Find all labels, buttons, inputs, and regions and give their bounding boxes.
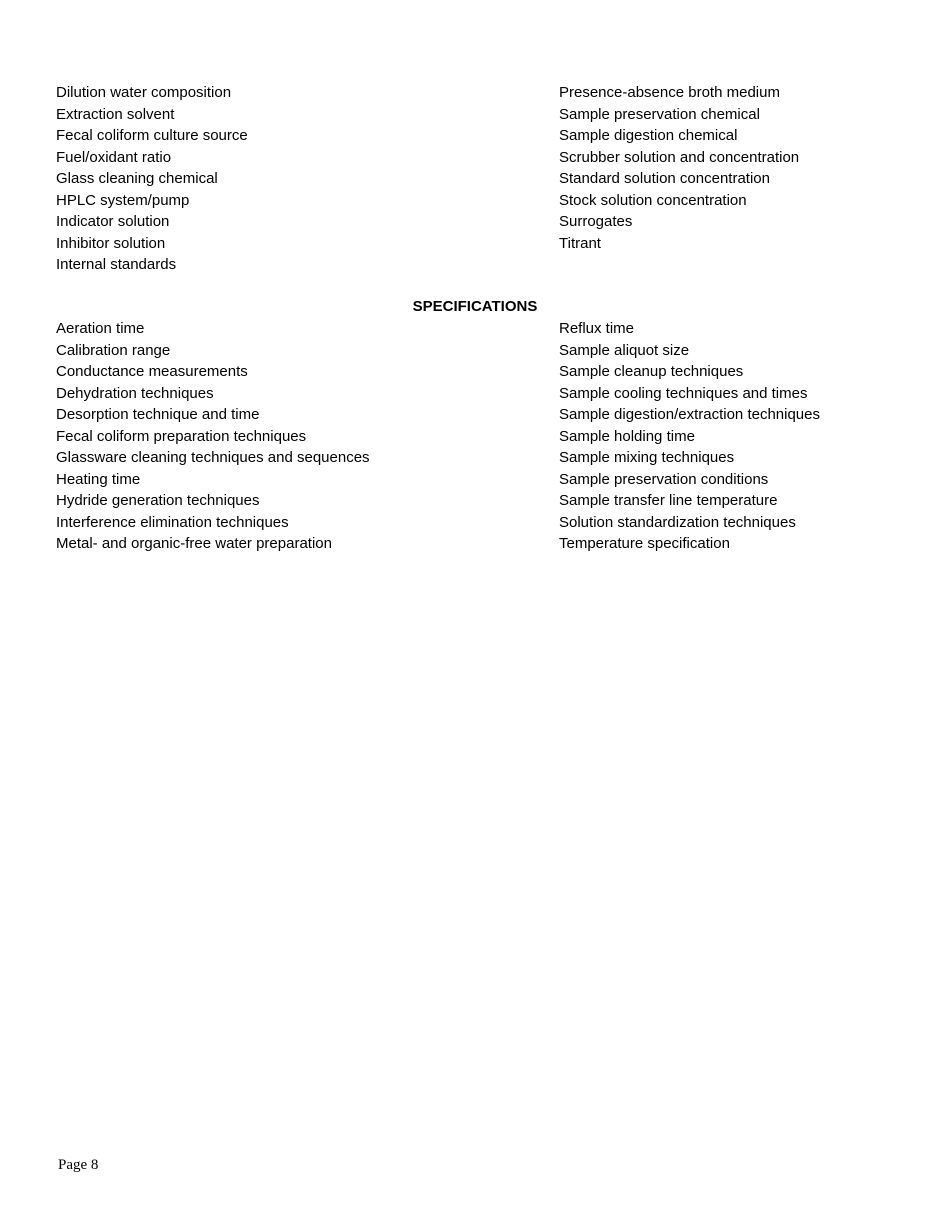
- list-item: Interference elimination techniques: [56, 513, 289, 531]
- list-item: Sample aliquot size: [559, 341, 690, 359]
- section-heading-specifications: SPECIFICATIONS: [412, 298, 538, 315]
- list-item: Sample preservation conditions: [559, 470, 769, 488]
- list-item: Sample cooling techniques and times: [559, 384, 808, 402]
- page-number: Page 8: [58, 1157, 99, 1173]
- list-item: Titrant: [559, 234, 601, 252]
- list-item: Sample holding time: [559, 427, 695, 445]
- list-item: Stock solution concentration: [559, 191, 747, 209]
- list-item: Dilution water composition: [56, 84, 232, 101]
- list-item: Calibration range: [56, 341, 171, 359]
- list-item: Solution standardization techniques: [559, 513, 796, 531]
- list-item: Sample digestion chemical: [559, 127, 738, 144]
- list-item: Reflux time: [559, 320, 635, 337]
- list-item: Fecal coliform culture source: [56, 127, 248, 144]
- specifications-right-column: [559, 318, 820, 555]
- list-item: Conductance measurements: [56, 363, 248, 380]
- list-item: Temperature specification: [559, 535, 730, 552]
- list-item: Surrogates: [559, 213, 633, 230]
- list-item: Aeration time: [56, 320, 145, 337]
- list-item: Internal standards: [56, 256, 177, 273]
- list-item: Dehydration techniques: [56, 384, 214, 402]
- specifications-left-column: [56, 318, 370, 555]
- list-item: Indicator solution: [56, 213, 170, 230]
- list-item: Fecal coliform preparation techniques: [56, 427, 307, 445]
- list-item: Glassware cleaning techniques and sequences: [56, 449, 370, 466]
- reagents-left-column: [56, 82, 248, 276]
- list-item: Fuel/oxidant ratio: [56, 148, 172, 166]
- list-item: Scrubber solution and concentration: [559, 148, 800, 166]
- list-item: Metal- and organic-free water preparation: [56, 535, 332, 552]
- list-item: Presence-absence broth medium: [559, 84, 780, 101]
- list-item: HPLC system/pump: [56, 191, 190, 209]
- list-item: Sample digestion/extraction techniques: [559, 406, 820, 423]
- list-item: Extraction solvent: [56, 105, 175, 123]
- reagents-right-column: [559, 82, 799, 254]
- list-item: Glass cleaning chemical: [56, 170, 218, 187]
- list-item: Sample preservation chemical: [559, 105, 760, 123]
- list-item: Sample mixing techniques: [559, 449, 735, 466]
- list-item: Desorption technique and time: [56, 406, 260, 423]
- list-item: Heating time: [56, 470, 141, 488]
- list-item: Sample transfer line temperature: [559, 492, 778, 509]
- list-item: Hydride generation techniques: [56, 492, 260, 509]
- list-item: Inhibitor solution: [56, 234, 166, 252]
- list-item: Standard solution concentration: [559, 170, 770, 187]
- list-item: Sample cleanup techniques: [559, 363, 744, 380]
